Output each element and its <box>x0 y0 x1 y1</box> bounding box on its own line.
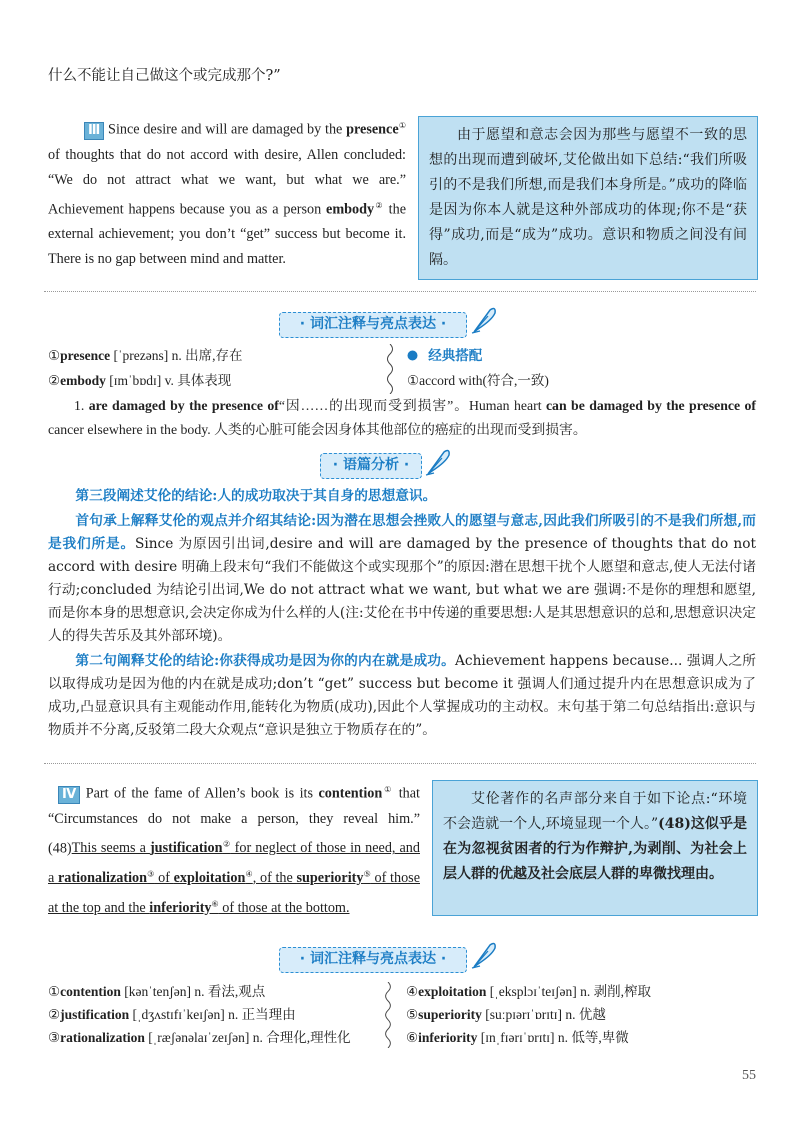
word-superiority: superiority <box>296 870 364 887</box>
example-num: 1. <box>74 398 89 413</box>
vocab-def: [ɪnˌfɪərɪˈɒrɪtɪ] n. 低等,卑微 <box>477 1030 629 1045</box>
footnote-3: ③ <box>147 869 155 879</box>
vocab-word: rationalization <box>60 1030 145 1045</box>
vocab-word: exploitation <box>418 984 487 999</box>
vocab-num: ⑤ <box>406 1007 419 1022</box>
vocab-item-embody <box>48 371 231 391</box>
vocab-num: ① <box>48 348 61 363</box>
wavy-divider <box>384 344 396 394</box>
footnote-6: ⑥ <box>211 899 219 909</box>
wavy-divider <box>382 982 394 1048</box>
example-bold-1: are damaged by the presence of <box>88 398 279 413</box>
vocab-def: [kənˈtenʃən] n. 看法,观点 <box>120 984 266 999</box>
word-exploitation: exploitation <box>173 870 246 887</box>
section3-roman-numeral: Ⅲ <box>84 122 104 140</box>
footnote-1: ① <box>398 121 407 130</box>
section3-translation-box <box>418 116 758 280</box>
section3-paragraph <box>48 113 406 272</box>
footnote-5: ⑤ <box>363 869 371 879</box>
vocab-item-exploitation <box>406 982 651 1002</box>
analysis-paragraph-1 <box>48 510 756 648</box>
word-justification: justification <box>149 840 223 857</box>
vocab-word: inferiority <box>418 1030 478 1045</box>
vocab-def: [ˌeksplɔɪˈteɪʃən] n. 剥削,榨取 <box>486 984 651 999</box>
vocab-item-justification <box>48 1005 296 1025</box>
vocab-num: ② <box>48 1007 61 1022</box>
u-text: of <box>154 870 174 887</box>
section4-translation-b: (48)这似乎是在为忽视贫困者的行为作辩护,为剥削、为社会上层人群的优越及社会底层人群的卑微找理由。 <box>443 816 748 882</box>
vocab-item-superiority <box>406 1005 606 1025</box>
section4-paragraph <box>48 777 420 921</box>
u-text: , of the <box>252 870 297 887</box>
vocab-num: ④ <box>406 984 419 999</box>
u-text: This seems a <box>71 840 150 857</box>
example-sentence-1 <box>48 394 756 442</box>
analysis-heading-text: 第三段阐述艾伦的结论:人的成功取决于其自身的思想意识。 <box>75 488 437 504</box>
intro-line: 什么不能让自己做这个或完成那个?” <box>48 68 281 84</box>
vocab-title-2: · 词汇注释与亮点表达 · <box>279 947 467 973</box>
section3-text-a: Since desire and will are damaged by the <box>104 121 347 138</box>
vocab-word: superiority <box>418 1007 482 1022</box>
footnote-2: ② <box>222 839 231 849</box>
classic-collocation-title <box>407 346 482 366</box>
section4-translation-a: 艾伦著作的名声部分来自于如下论点:“环境不会造就一个人,环境显现一个人。” <box>443 791 747 832</box>
footnote-1: ① <box>382 785 394 794</box>
analysis-p1-text: Since 为原因引出词,desire and will are damaged by the presence of thoughts that do not accord with desire 明确上段末句“我们不能做这个或实现那个”的原因:潜在思想干扰个人愿望和意志,使人无法付诸行动;concluded 为结论引出词,We do not attract what we want, but what we are 强调:不是你的理想和愿望,而是你本身的思想意识,会决定你成为什么样的人(注:艾伦在书中传递的重要思想:人是其思想意识的总和,思想意识决定人的得失苦乐及其外部环境)。 <box>48 536 756 644</box>
vocab-item-presence <box>48 346 242 366</box>
vocab-word: justification <box>60 1007 130 1022</box>
vocab-num: ① <box>48 984 61 999</box>
analysis-p1-highlight: 首句承上解释艾伦的观点并介绍其结论:因为潜在思想会挫败人的愿望与意志,因此我们所吸引的不是我们所想,而是我们所是。 <box>48 513 756 552</box>
feather-pen-icon <box>470 939 498 969</box>
divider <box>44 291 756 292</box>
bullet-dot-icon <box>407 350 418 361</box>
u-text: of those at the top and the <box>48 870 420 916</box>
vocab-title-1: · 词汇注释与亮点表达 · <box>279 312 467 338</box>
vocab-num: ③ <box>48 1030 61 1045</box>
section4-translation-box <box>432 780 758 916</box>
u-text: of those at the bottom. <box>218 899 350 916</box>
u-text: for neglect of those in need, and a <box>48 840 420 887</box>
example-text-2: cancer elsewhere in the body. 人类的心脏可能会因身体其他部位的癌症的出现而受到损害。 <box>48 422 587 437</box>
vocab-num: ② <box>48 373 61 388</box>
section4-underlined-sentence <box>48 840 420 915</box>
analysis-title: · 语篇分析 · <box>320 453 422 479</box>
footnote-4: ④ <box>245 869 253 879</box>
classic-collocation-item: ①accord with(符合,一致) <box>407 373 549 388</box>
analysis-body <box>48 485 756 744</box>
vocab-item-rationalization <box>48 1028 351 1048</box>
analysis-paragraph-2 <box>48 650 756 742</box>
vocab-word: presence <box>60 348 111 363</box>
vocab-def: [ˈprezəns] n. 出席,存在 <box>110 348 243 363</box>
vocab-def: [suːpɪərɪˈɒrɪtɪ] n. 优越 <box>481 1007 606 1022</box>
feather-pen-icon <box>424 446 452 476</box>
analysis-p2-highlight: 第二句阐释艾伦的结论:你获得成功是因为你的内在就是成功。 <box>75 653 456 669</box>
word-rationalization: rationalization <box>57 870 148 887</box>
word-inferiority: inferiority <box>149 899 212 916</box>
example-bold-2: can be damaged by the presence of <box>545 398 757 413</box>
footnote-2: ② <box>374 200 384 210</box>
section3-translation: 由于愿望和意志会因为那些与愿望不一致的思想的出现而遭到破坏,艾伦做出如下总结:“我们所吸引的不是我们所想,而是我们本身所是。”成功的降临是因为你本人就是这种外部成功的体现;你不是“获得”成功,而是“成为”成功。意识和物质之间没有间隔。 <box>429 127 747 268</box>
section3-text-b: of thoughts that do not accord with desire, Allen concluded: “We do not attract what we want, but what we are.” Achievement happens because you as a person <box>48 146 406 218</box>
section3-text-c: the external achievement; you don’t “get” success but become it. There is no gap between mind and matter. <box>48 201 406 268</box>
section4-translation <box>443 787 747 887</box>
section4-text-b: that “Circumstances do not make a person, they reveal him.” (48) <box>48 785 420 857</box>
vocab-word: embody <box>60 373 106 388</box>
vocab-word: contention <box>60 984 121 999</box>
word-embody: embody <box>326 201 375 218</box>
word-contention: contention <box>318 785 383 802</box>
classic-title-text: 经典搭配 <box>428 348 483 364</box>
example-text-1: “因……的出现而受到损害”。Human heart <box>278 398 546 413</box>
vocab-item-inferiority <box>406 1028 629 1048</box>
analysis-heading <box>48 485 756 508</box>
divider <box>44 763 756 764</box>
analysis-p2-text: Achievement happens because... 强调人之所以取得成功是因为他的内在就是成功;don’t “get” success but become it 强调人们通过提升内在思想意识成为了成功,凸显意识具有主观能动作用,能转化为物质(成功),因此个人掌握成功的主动权。末句基于第二句总结指出:意识与物质并不分离,反驳第二段大众观点“意识是独立于物质存在的”。 <box>48 653 756 738</box>
page-number: 55 <box>742 1068 756 1083</box>
vocab-item-contention <box>48 982 265 1002</box>
section4-roman-numeral: Ⅳ <box>58 786 80 804</box>
vocab-def: [ˌræʃənəlaɪˈzeɪʃən] n. 合理化,理性化 <box>144 1030 351 1045</box>
vocab-def: [ɪmˈbɒdɪ] v. 具体表现 <box>105 373 232 388</box>
vocab-num: ⑥ <box>406 1030 419 1045</box>
feather-pen-icon <box>470 304 498 334</box>
vocab-def: [ˌdʒʌstɪfɪˈkeɪʃən] n. 正当理由 <box>129 1007 296 1022</box>
word-presence: presence <box>346 121 399 138</box>
section4-text-a: Part of the fame of Allen’s book is its <box>80 785 319 802</box>
